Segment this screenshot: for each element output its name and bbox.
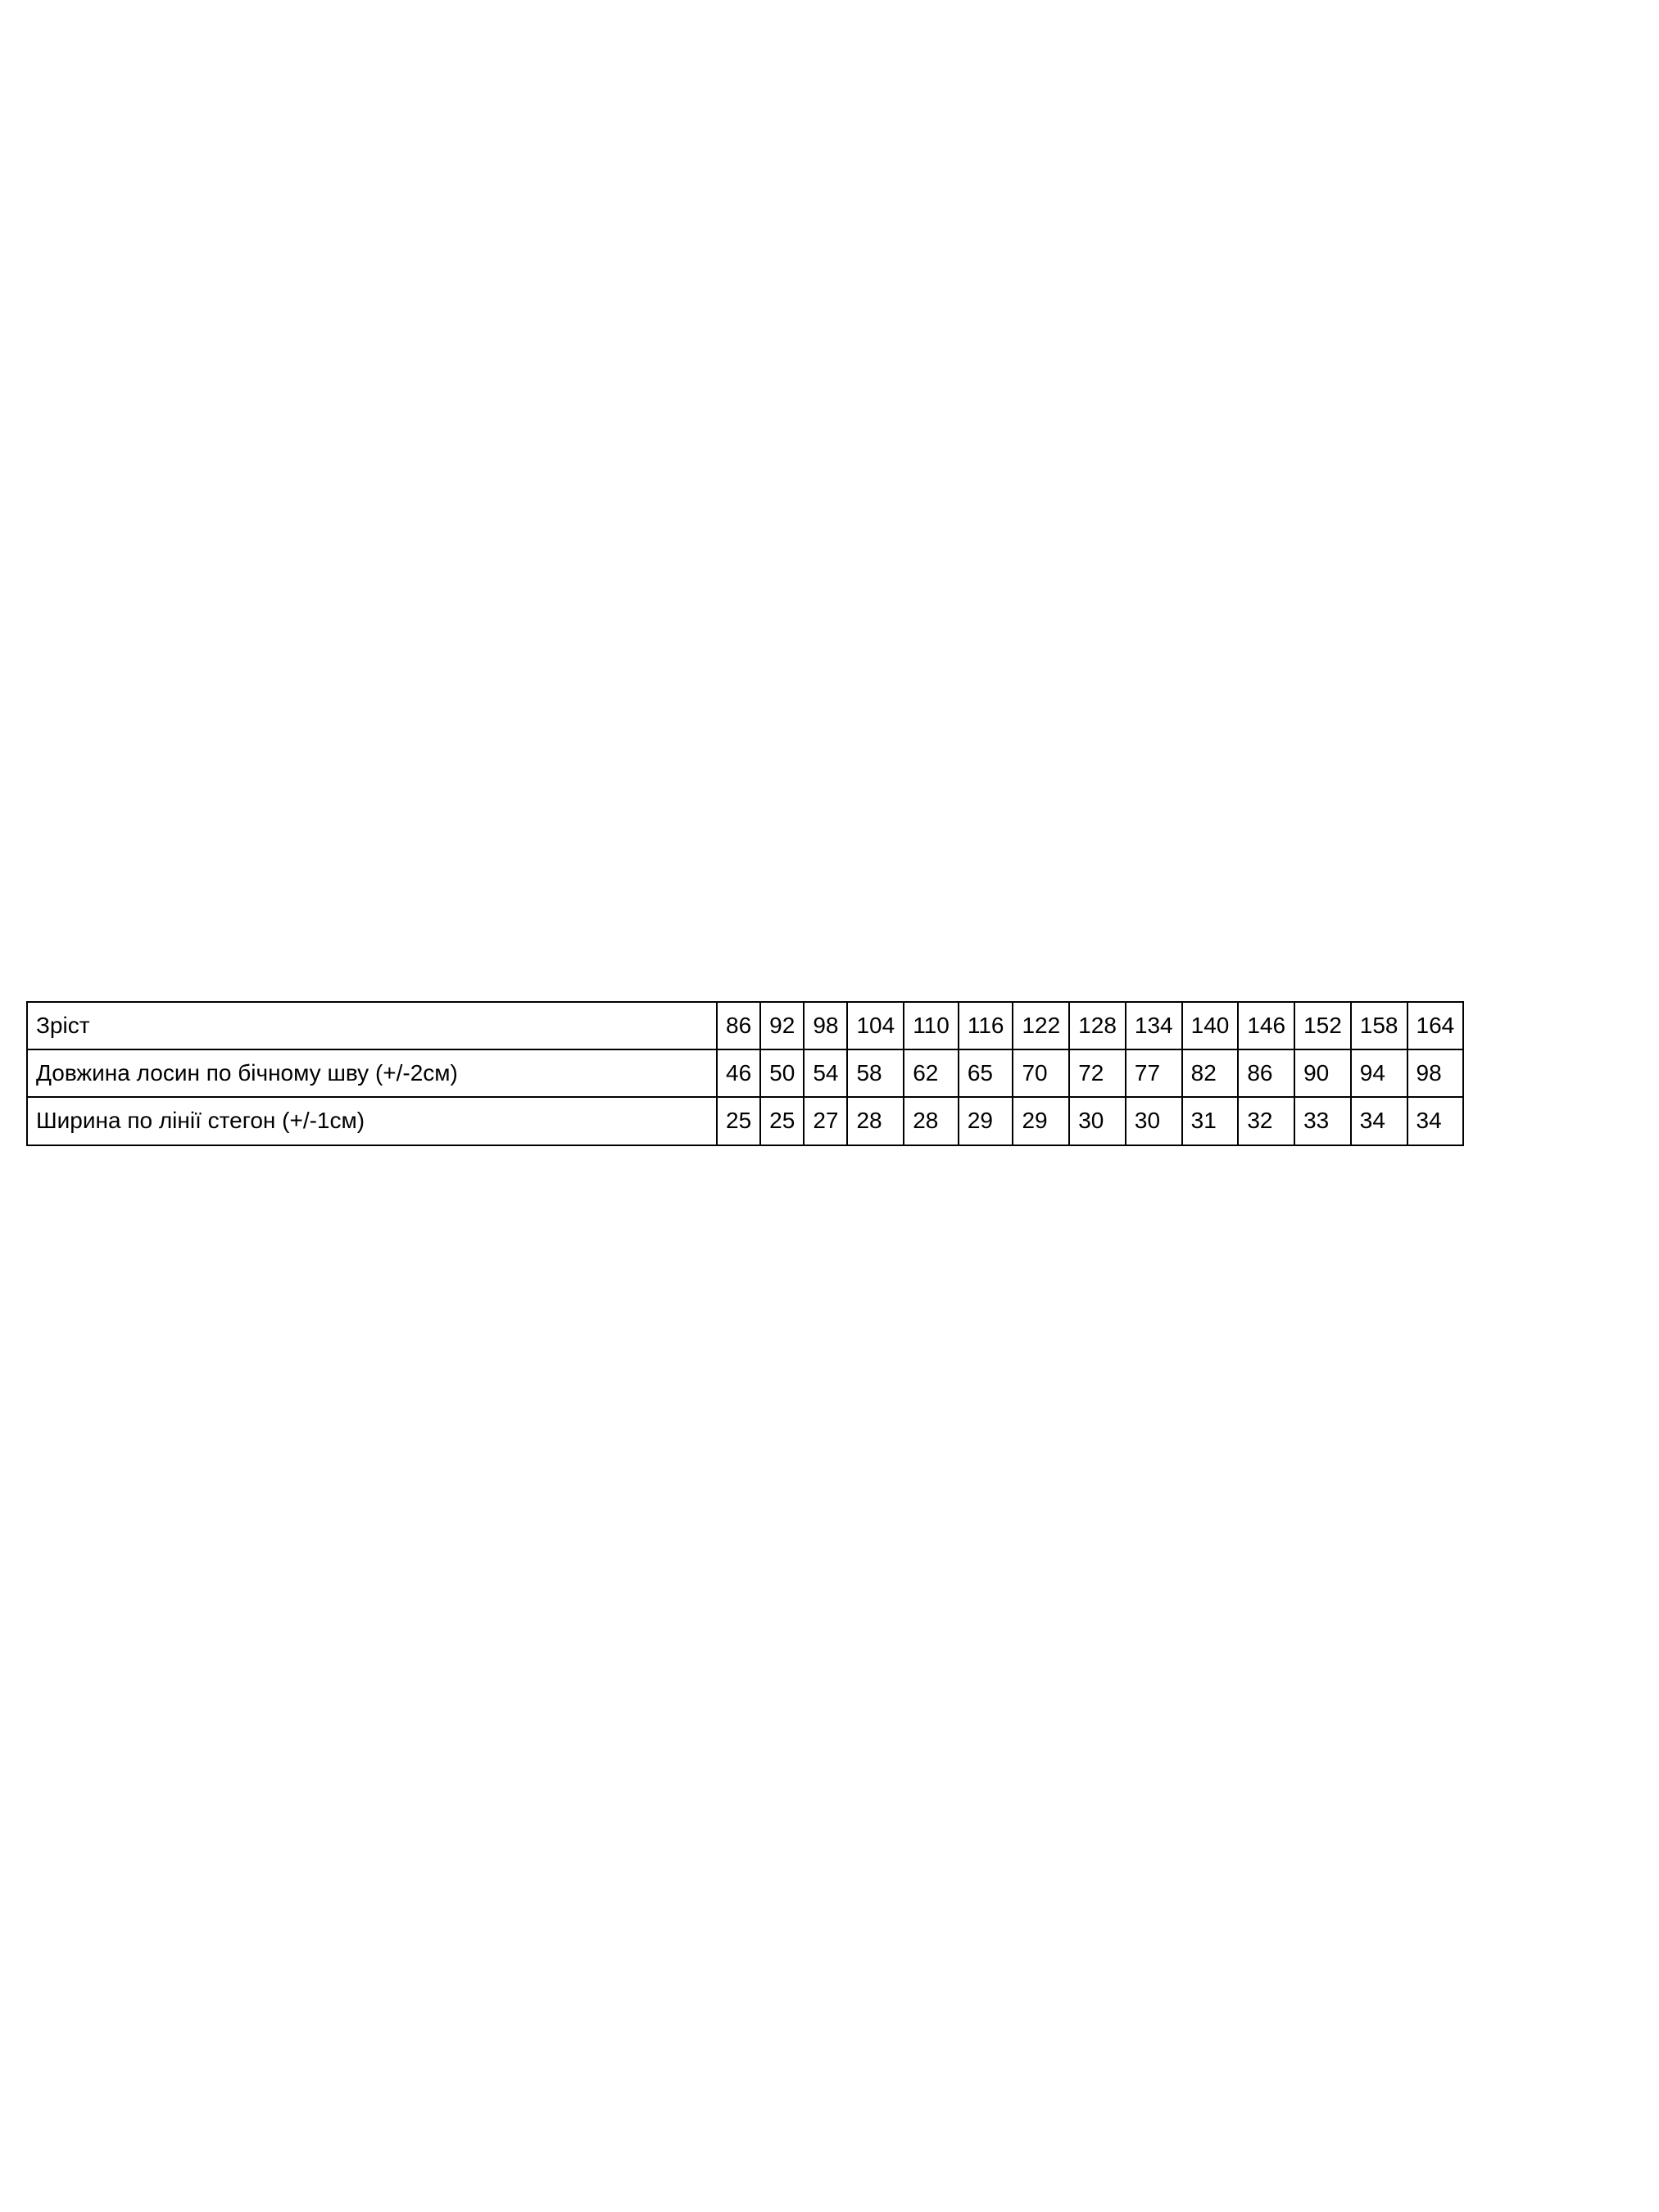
cell-length-11: 86 — [1238, 1049, 1294, 1097]
cell-length-10: 82 — [1182, 1049, 1239, 1097]
cell-length-8: 72 — [1069, 1049, 1126, 1097]
cell-height-13: 158 — [1351, 1002, 1407, 1049]
cell-hip-2: 25 — [760, 1097, 804, 1145]
cell-length-6: 65 — [959, 1049, 1013, 1097]
cell-height-12: 152 — [1294, 1002, 1351, 1049]
row-label-length: Довжина лосин по бічному шву (+/-2см) — [27, 1049, 717, 1097]
cell-hip-14: 34 — [1407, 1097, 1464, 1145]
cell-hip-9: 30 — [1126, 1097, 1182, 1145]
cell-height-11: 146 — [1238, 1002, 1294, 1049]
cell-length-9: 77 — [1126, 1049, 1182, 1097]
cell-length-12: 90 — [1294, 1049, 1351, 1097]
cell-length-7: 70 — [1013, 1049, 1069, 1097]
cell-hip-12: 33 — [1294, 1097, 1351, 1145]
size-chart-container — [26, 1001, 1632, 1146]
cell-length-4: 58 — [847, 1049, 904, 1097]
cell-hip-13: 34 — [1351, 1097, 1407, 1145]
cell-height-1: 86 — [717, 1002, 760, 1049]
cell-length-3: 54 — [804, 1049, 847, 1097]
cell-height-2: 92 — [760, 1002, 804, 1049]
cell-height-14: 164 — [1407, 1002, 1464, 1049]
cell-hip-4: 28 — [847, 1097, 904, 1145]
cell-hip-6: 29 — [959, 1097, 1013, 1145]
cell-length-13: 94 — [1351, 1049, 1407, 1097]
cell-length-1: 46 — [717, 1049, 760, 1097]
cell-height-3: 98 — [804, 1002, 847, 1049]
size-chart-table — [26, 1001, 1464, 1146]
cell-height-5: 110 — [904, 1002, 959, 1049]
cell-height-10: 140 — [1182, 1002, 1239, 1049]
size-chart-body — [27, 1002, 1463, 1145]
cell-length-5: 62 — [904, 1049, 959, 1097]
cell-hip-11: 32 — [1238, 1097, 1294, 1145]
row-label-hip-width: Ширина по лінії стегон (+/-1см) — [27, 1097, 717, 1145]
cell-height-6: 116 — [959, 1002, 1013, 1049]
cell-length-14: 98 — [1407, 1049, 1464, 1097]
table-row — [27, 1002, 1463, 1049]
cell-hip-7: 29 — [1013, 1097, 1069, 1145]
cell-height-4: 104 — [847, 1002, 904, 1049]
cell-hip-10: 31 — [1182, 1097, 1239, 1145]
table-row — [27, 1049, 1463, 1097]
row-label-height: Зріст — [27, 1002, 717, 1049]
cell-height-8: 128 — [1069, 1002, 1126, 1049]
cell-hip-8: 30 — [1069, 1097, 1126, 1145]
cell-height-7: 122 — [1013, 1002, 1069, 1049]
cell-height-9: 134 — [1126, 1002, 1182, 1049]
cell-hip-3: 27 — [804, 1097, 847, 1145]
cell-length-2: 50 — [760, 1049, 804, 1097]
table-row — [27, 1097, 1463, 1145]
cell-hip-5: 28 — [904, 1097, 959, 1145]
cell-hip-1: 25 — [717, 1097, 760, 1145]
